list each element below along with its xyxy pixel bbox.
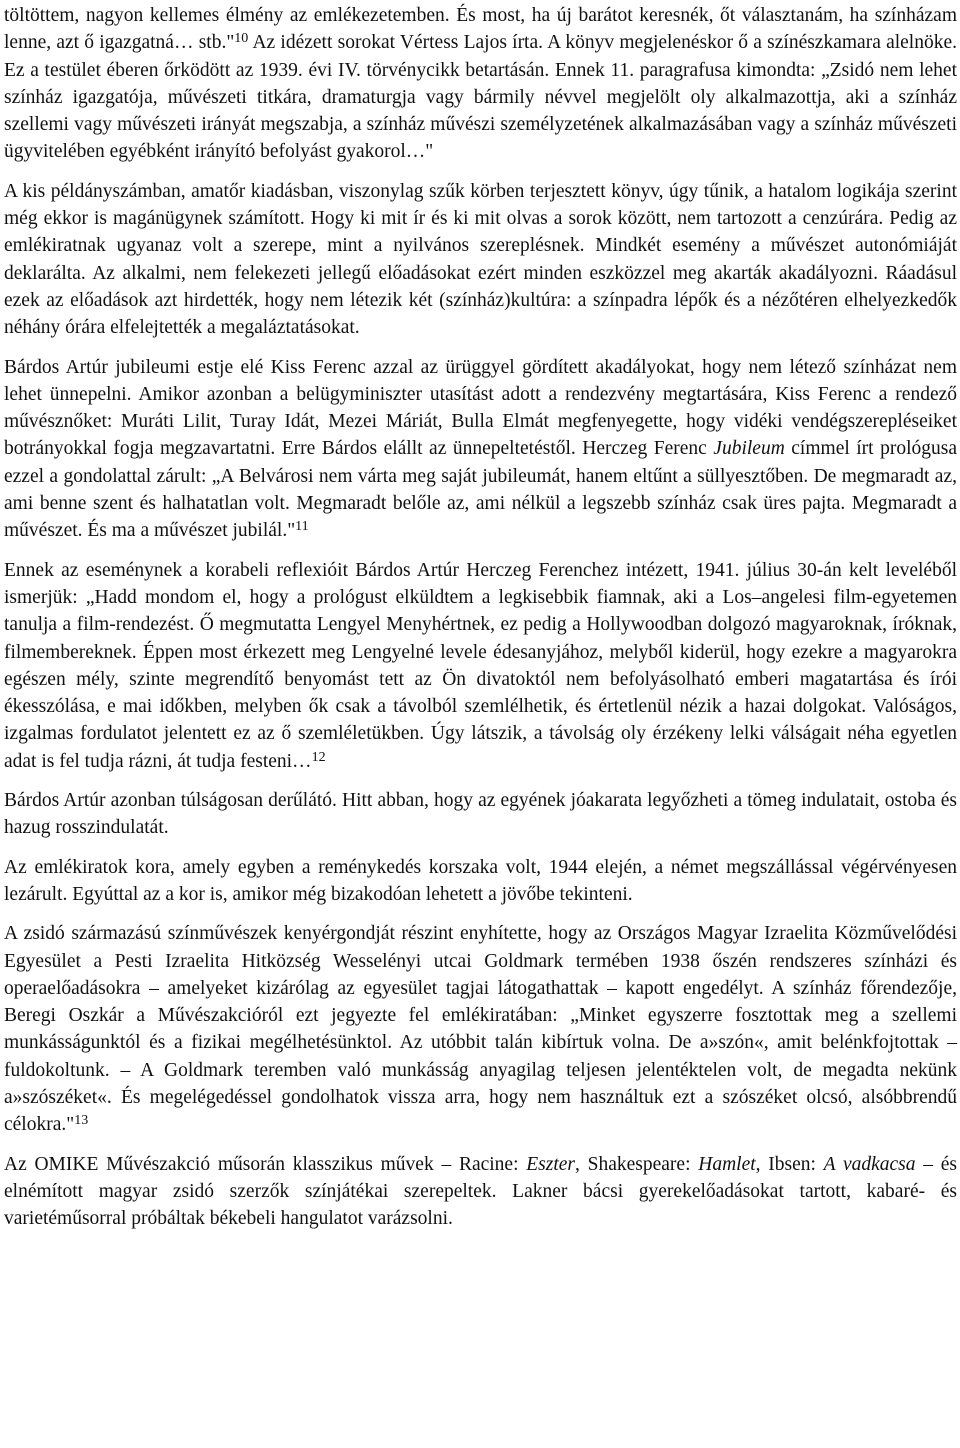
- text-run: A kis példányszámban, amatőr kiadásban, viszonylag szűk körben terjesztett könyv, úgy tűnik, a hatalom logikája szerint még ekkor is magánügynek számított. Hogy ki mit ír és ki mit olvas a sorok között, nem tartozott a cenzúrára. Pedig az emlékiratnak ugyanaz volt a szerepe, mint a nyilvános szereplésnek. Mindkét esemény a művészet autonómiáját deklarálta. Az alkalmi, nem felekezeti jellegű előadásokat ezért minden eszközzel meg akarták akadályozni. Ráadásul ezek az előadások azt hirdették, hogy nem létezik két (színház)kultúra: a színpadra lépők és a nézőtéren elhelyezkedők néhány órára elfelejtették a megaláztatásokat.: [4, 180, 957, 339]
- text-run: töltöttem, nagyon kellemes élmény az emlékezetemben. És most, ha új barátot keresnék, őt választanám, ha színházam lenne, azt ő igazgatná… stb.": [4, 5, 957, 54]
- paragraph: [4, 1151, 957, 1233]
- text-run: Az emlékiratok kora, amely egyben a reménykedés korszaka volt, 1944 elején, a német megszállással végérvényesen lezárult. Egyúttal az a kor is, amikor még bizakodóan lehetett a jövőbe tekinteni.: [4, 856, 957, 905]
- footnote-reference: 11: [295, 519, 309, 535]
- text-run: Bárdos Artúr jubileumi estje elé Kiss Ferenc azzal az ürüggyel gördített akadályokat, hogy nem létező színházat nem lehet ünnepelni. Amikor azonban a belügyminiszter utasítást adott a rendezvény megtartására, Kiss Ferenc a rendező művésznőket: Muráti Lilit, Turay Idát, Mezei Máriát, Bulla Elmát megfenyegette, hogy vidéki vendégszerepléseiket botrányokkal fogja megzavartatni. Erre Bárdos elállt az ünnepeltetéstől. Herczeg Ferenc: [4, 356, 957, 460]
- footnote-reference: 12: [311, 749, 326, 765]
- text-run: Ennek az eseménynek a korabeli reflexióit Bárdos Artúr Herczeg Ferenchez intézett, 1941. július 30-án kelt leveléből ismerjük: „Hadd mondom el, hogy a prológust elküldtem a legkisebbik fiamnak, aki a Los–angelesi film-egyetemen tanulja a film-rendezést. Ő megmutatta Lengyel Menyhértnek, ez pedig a Hollywoodban dolgozó magyaroknak, íróknak, filmembereknek. Éppen most érkezett meg Lengyelné levele édesanyjához, melyből kiderül, hogy ezekre a magyarokra egészen mély, szinte megrendítő benyomást tett az Ön divatoktól nem befolyásolható emberi magatartása és írói ékesszólása, e mai időkben, melyben ők csak a távolból szemlélhetik, és értetlenül nézik a hazai dolgokat. Valóságos, izgalmas fordulatot jelentett ez az ő szemléletükben. Úgy látszik, a távolság oly érzékeny lelki válságait néha egyetlen adat is fel tudja rázni, át tudja festeni…: [4, 559, 957, 772]
- footnote-reference: 10: [234, 31, 249, 47]
- text-run: Bárdos Artúr azonban túlságosan derűlátó. Hitt abban, hogy az egyének jóakarata legyőzheti a tömeg indulatait, ostoba és hazug rosszindulatát.: [4, 790, 957, 839]
- paragraph: [4, 354, 957, 545]
- text-run: Az idézett sorokat Vértess Lajos írta. A könyv megjelenéskor ő a színészkamara alelnöke. Ez a testület éberen őrködött az 1939. évi IV. törvénycikk betartásán. Ennek 11. paragrafusa kimondta: „Zsidó nem lehet színház igazgatója, művészeti titkára, dramaturgja vagy bármily névvel megjelölt oly alkalmazottja, aki a színház szellemi vagy művészeti irányát megszabja, a színház művészi személyzetének alkalmazásában vagy a színház művészeti ügyvitelében egyébként irányító befolyást gyakorol…": [4, 32, 957, 163]
- paragraph: [4, 178, 957, 342]
- paragraph: [4, 2, 957, 166]
- paragraph: [4, 787, 957, 842]
- text-run: , Shakespeare:: [575, 1153, 699, 1175]
- italic-title: Hamlet: [698, 1153, 756, 1175]
- italic-title: A vadkacsa: [823, 1153, 916, 1175]
- text-run: címmel írt prológusa ezzel a gondolattal zárult: „A Belvárosi nem várta meg saját jubileumát, hanem eltűnt a süllyesztőben. De megmaradt az, ami benne szent és halhatatlan volt. Megmaradt belőle az, ami nélkül a legszebb színház csak üres pajta. Megmaradt a művészet. És ma a művészet jubilál.": [4, 438, 958, 542]
- italic-title: Jubileum: [713, 438, 785, 460]
- text-run: Az OMIKE Művészakció műsorán klasszikus művek – Racine:: [4, 1153, 527, 1175]
- paragraph: [4, 557, 957, 775]
- text-run: , Ibsen:: [755, 1153, 824, 1175]
- text-run: A zsidó származású színművészek kenyérgondját részint enyhítette, hogy az Országos Magyar Izraelita Közművelődési Egyesület a Pesti Izraelita Hitközség Wesselényi utcai Goldmark termében 1938 őszén rendszeres színházi és operaelőadásokra – amelyeket kizárólag az egyesület tagjai látogathattak – kapott engedélyt. A színház főrendezője, Beregi Oszkár a Művészakcióról ezt jegyezte fel emlékiratában: „Minket egyszerre fosztottak meg a szellemi munkásságunktól és a fizikai megélhetésünktol. Az utóbbit talán kibírtuk volna. De a»szón«, amit belénkfojtottak – fuldokoltunk. – A Goldmark teremben való munkásság anyagilag teljesen jelentéktelen volt, de megadta nekünk a»szószéket«. És megelégedéssel gondolhatok vissza arra, hogy nem használtuk ezt a szószéket olcsó, alsóbbrendű célokra.": [4, 923, 957, 1136]
- footnote-reference: 13: [74, 1113, 89, 1129]
- italic-title: Eszter: [526, 1153, 575, 1175]
- paragraph: [4, 854, 957, 909]
- paragraph: [4, 920, 957, 1138]
- text-run: – és elnémított magyar zsidó szerzők színjátékai szerepeltek. Lakner bácsi gyerekelőadásokat tartott, kabaré- és varietéműsorral próbáltak békebeli hangulatot varázsolni.: [4, 1153, 957, 1230]
- document-page: [4, 2, 957, 1244]
